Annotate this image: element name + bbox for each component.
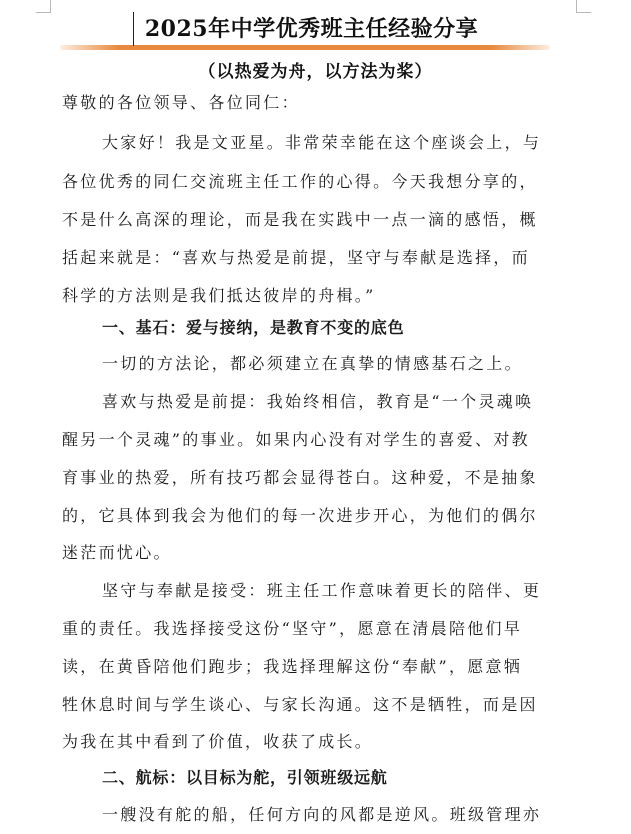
body-line[interactable]: 不是什么高深的理论，而是我在实践中一点一滴的感悟，概 <box>62 210 538 229</box>
body-line[interactable]: 坚守与奉献是接受：班主任工作意味着更长的陪伴、更 <box>102 581 542 600</box>
section-heading-2[interactable]: 二、航标：以目标为舵，引领班级远航 <box>102 768 388 787</box>
body-line[interactable]: 括起来就是：“喜欢与热爱是前提，坚守与奉献是选择，而 <box>62 248 530 267</box>
body-line[interactable]: 一切的方法论，都必须建立在真挚的情感基石之上。 <box>102 354 523 373</box>
body-line[interactable]: 醒另一个灵魂”的事业。如果内心没有对学生的喜爱、对教 <box>62 430 530 449</box>
document-title[interactable]: 2025年中学优秀班主任经验分享 <box>133 12 489 46</box>
title-block <box>0 12 631 56</box>
body-line[interactable]: 各位优秀的同仁交流班主任工作的心得。今天我想分享的， <box>62 172 538 191</box>
body-line[interactable]: 读，在黄昏陪他们跑步；我选择理解这份“奉献”，愿意牺 <box>62 657 523 676</box>
document-subtitle[interactable]: （以热爱为舟，以方法为桨） <box>198 62 433 82</box>
body-line[interactable]: 重的责任。我选择接受这份“坚守”，愿意在清晨陪他们早 <box>62 619 523 638</box>
body-line[interactable]: 喜欢与热爱是前提：我始终相信，教育是“一个灵魂唤 <box>102 392 534 411</box>
body-line[interactable]: 一艘没有舵的船，任何方向的风都是逆风。班级管理亦 <box>102 805 542 824</box>
body-line[interactable]: 大家好！我是文亚星。非常荣幸能在这个座谈会上，与 <box>102 133 542 152</box>
section-heading-1[interactable]: 一、基石：爱与接纳，是教育不变的底色 <box>102 318 405 337</box>
body-line[interactable]: 迷茫而忧心。 <box>62 543 172 562</box>
body-line[interactable]: 为我在其中看到了价值，收获了成长。 <box>62 732 374 751</box>
body-line[interactable]: 科学的方法则是我们抵达彼岸的舟楫。” <box>62 286 376 305</box>
body-line[interactable]: 育事业的热爱，所有技巧都会显得苍白。这种爱，不是抽象 <box>62 468 538 487</box>
greeting-line[interactable]: 尊敬的各位领导、各位同仁： <box>62 93 300 112</box>
body-line[interactable]: 牲休息时间与学生谈心、与家长沟通。这不是牺牲，而是因 <box>62 695 538 714</box>
body-line[interactable]: 的，它具体到我会为他们的每一次进步开心，为他们的偶尔 <box>62 506 538 525</box>
